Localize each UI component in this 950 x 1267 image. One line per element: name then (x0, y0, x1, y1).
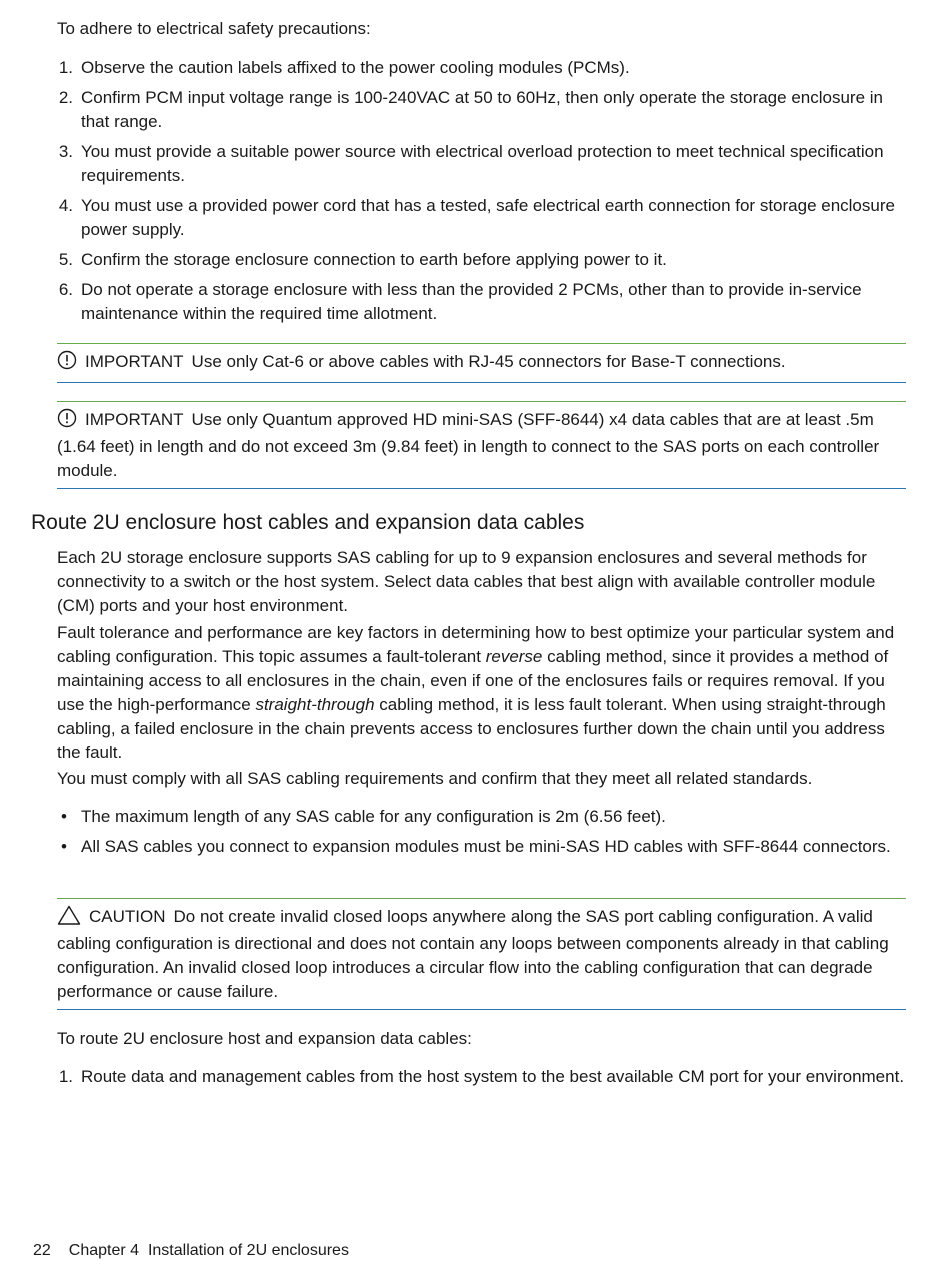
important-label: IMPORTANT (85, 410, 184, 429)
caution-note (57, 898, 906, 1010)
page-number: 22 (33, 1242, 51, 1259)
paragraph-text: cabling method, since it provides a method of maintaining access to all enclosures in the chain, even if one of the enclosures fails or requires removal. If you use the high-performance (57, 647, 889, 714)
list-item (57, 86, 907, 134)
caution-text: Do not create invalid closed loops anywhere along the SAS port cabling configuration. A valid cabling configuration is directional and does not contain any loops between components already in that cabling configuration. An invalid closed loop introduces a circular flow into the cabling configuration that can degrade performance or cause failure. (57, 907, 889, 1001)
exclamation-circle-icon (57, 350, 77, 377)
list-item (57, 194, 907, 242)
important-text: Use only Quantum approved HD mini-SAS (SFF-8644) x4 data cables that are at least .5m (1.64 feet) in length and do not exceed 3m (9.84 feet) in length to connect to the SAS ports on each controller module. (57, 410, 880, 480)
bullet-icon: • (61, 807, 67, 826)
section-heading: Route 2U enclosure host cables and expansion data cables (31, 511, 585, 534)
list-number: 6. (58, 280, 73, 299)
list-text: Confirm PCM input voltage range is 100-240VAC at 50 to 60Hz, then only operate the storage enclosure in that range. (81, 88, 883, 131)
safety-intro: To adhere to electrical safety precautions: (57, 19, 371, 38)
paragraph-compliance: You must comply with all SAS cabling requirements and confirm that they meet all related standards. (57, 769, 813, 788)
list-item (57, 248, 907, 272)
list-number: 2. (58, 88, 73, 107)
list-number: 1. (58, 58, 73, 77)
list-item (57, 805, 907, 829)
page-footer (33, 1239, 349, 1263)
list-text: The maximum length of any SAS cable for any configuration is 2m (6.56 feet). (81, 807, 666, 826)
list-text: Confirm the storage enclosure connection to earth before applying power to it. (81, 250, 667, 269)
paragraph-sas-support: Each 2U storage enclosure supports SAS cabling for up to 9 expansion enclosures and several methods for connectivity to a switch or the host system. Select data cables that best align with available controller module (CM) ports and your host environment. (57, 548, 876, 615)
bullet-icon: • (61, 837, 67, 856)
list-number: 4. (58, 196, 73, 215)
important-text: Use only Cat-6 or above cables with RJ-45 connectors for Base-T connections. (191, 352, 786, 371)
list-number: 5. (58, 250, 73, 269)
important-label: IMPORTANT (85, 352, 184, 371)
important-note-sas-cables (57, 401, 906, 489)
list-text: All SAS cables you connect to expansion modules must be mini-SAS HD cables with SFF-8644 connectors. (81, 837, 891, 856)
list-item (57, 835, 907, 859)
chapter-title: Chapter 4 Installation of 2U enclosures (68, 1242, 349, 1259)
list-text: You must use a provided power cord that has a tested, safe electrical earth connection for storage enclosure power supply. (81, 196, 895, 239)
list-text: Route data and management cables from the host system to the best available CM port for your environment. (81, 1067, 905, 1086)
list-item (57, 1065, 907, 1089)
list-text: Observe the caution labels affixed to the power cooling modules (PCMs). (81, 58, 630, 77)
important-note-cables (57, 343, 906, 383)
list-text: Do not operate a storage enclosure with less than the provided 2 PCMs, other than to provide in-service maintenance within the required time allotment. (81, 280, 862, 323)
route-steps-list (57, 1065, 907, 1095)
emphasis-text: straight-through (255, 695, 375, 714)
paragraph-text: Fault tolerance and performance are key factors in determining how to best optimize your particular system and cabling configuration. This topic assumes a fault-tolerant (57, 623, 895, 666)
route-intro: To route 2U enclosure host and expansion data cables: (57, 1029, 472, 1048)
list-item (57, 278, 907, 326)
list-number: 1. (58, 1067, 73, 1086)
list-item (57, 56, 907, 80)
paragraph-text: cabling method, it is less fault tolerant. When using straight-through cabling, a failed enclosure in the chain prevents access to enclosures further down the chain until you address the fault. (57, 695, 886, 762)
safety-steps-list (57, 56, 907, 332)
emphasis-text: reverse (485, 647, 543, 666)
exclamation-circle-icon (57, 408, 77, 435)
list-text: You must provide a suitable power source with electrical overload protection to meet technical specification requirements. (81, 142, 884, 185)
list-number: 3. (58, 142, 73, 161)
warning-triangle-icon (57, 905, 81, 932)
paragraph-fault-tolerance (57, 621, 907, 765)
requirements-list (57, 805, 907, 865)
list-item (57, 140, 907, 188)
caution-label: CAUTION (89, 907, 166, 926)
